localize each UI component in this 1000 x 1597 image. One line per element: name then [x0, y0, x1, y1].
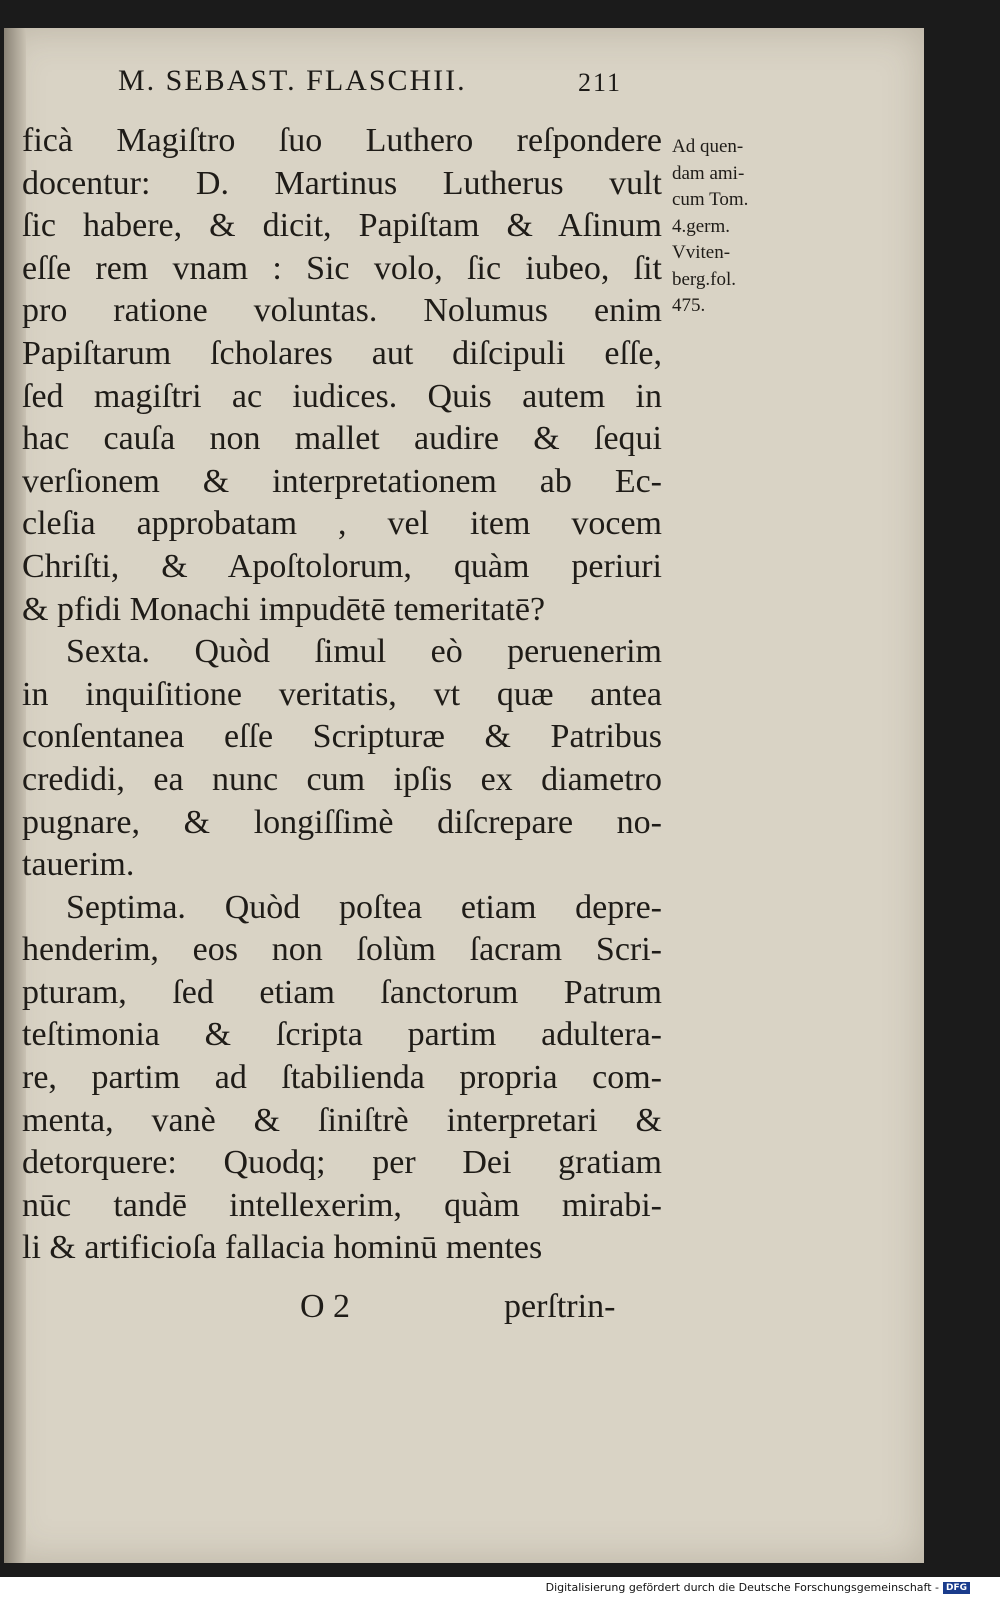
marginal-note-line: 475. [672, 295, 706, 316]
text-line: Chriſti, & Apoſtolorum, quàm periuri [22, 547, 662, 585]
text-line: Sexta. Quòd ſimul eò peruenerim [66, 633, 662, 671]
text-line: docentur: D. Martinus Lutherus vult [22, 164, 662, 202]
text-line: verſionem & interpretationem ab Ec- [22, 462, 662, 500]
dfg-logo-icon: DFG [943, 1582, 970, 1594]
marginal-note-line: berg.fol. [672, 268, 737, 290]
page-number: 211 [578, 68, 623, 97]
text-line: teſtimonia & ſcripta partim adultera- [22, 1016, 662, 1054]
body-text [22, 120, 662, 1270]
text-line: ficà Magiſtro ſuo Luthero reſpondere [22, 122, 662, 159]
text-line: Septima. Quòd poſtea etiam depre- [66, 888, 662, 926]
marginal-note-line: Vviten- [672, 242, 731, 263]
text-line: cleſia approbatam , vel item vocem [22, 505, 662, 543]
marginal-note-line: dam ami- [672, 162, 745, 184]
text-line: detorquere: Quodq; per Dei gratiam [22, 1144, 662, 1182]
text-line: in inquiſitione veritatis, vt quæ antea [22, 675, 662, 713]
text-line: ſic habere, & dicit, Papiſtam & Aſinum [22, 207, 662, 245]
text-line: menta, vanè & ſiniſtrè interpretari & [22, 1101, 662, 1139]
text-line: pugnare, & longiſſimè diſcrepare no- [22, 803, 662, 841]
text-line: nūc tandē intellexerim, quàm mirabi- [22, 1186, 662, 1224]
text-line: Papiſtarum ſcholares aut diſcipuli eſſe, [22, 334, 662, 372]
running-head-title: M. SEBAST. FLASCHII. [118, 64, 467, 97]
catchword: perſtrin- [504, 1288, 616, 1325]
page-foot [300, 1288, 660, 1332]
text-line: pturam, ſed etiam ſanctorum Patrum [22, 973, 662, 1011]
text-line: li & artificioſa fallacia hominū mentes [22, 1229, 543, 1267]
text-line: hac cauſa non mallet audire & ſequi [22, 420, 662, 458]
text-line: re, partim ad ſtabilienda propria com- [22, 1059, 662, 1097]
running-head [118, 64, 638, 108]
marginal-note-line: cum Tom. [672, 189, 749, 210]
text-line: pro ratione voluntas. Nolumus enim [22, 292, 662, 330]
text-line: ſed magiſtri ac iudices. Quis autem in [22, 377, 662, 415]
text-line: henderim, eos non ſolùm ſacram Scri- [22, 931, 662, 969]
digitization-credit [546, 1580, 970, 1596]
text-line: eſſe rem vnam : Sic volo, ſic iubeo, ſit [22, 249, 662, 287]
marginal-note-line: Ad quen- [672, 136, 744, 157]
text-line: & pfidi Monachi impudētē temeritatē? [22, 590, 546, 628]
credit-text: Digitalisierung gefördert durch die Deutsche Forschungsgemeinschaft - [545, 1581, 939, 1594]
marginal-note-line: 4.germ. [672, 215, 731, 237]
signature-mark: O 2 [300, 1288, 351, 1325]
text-line: conſentanea eſſe Scripturæ & Patribus [22, 718, 662, 756]
text-line: tauerim. [22, 846, 135, 884]
text-line: credidi, ea nunc cum ipſis ex diametro [22, 760, 662, 798]
marginal-note [672, 134, 812, 320]
